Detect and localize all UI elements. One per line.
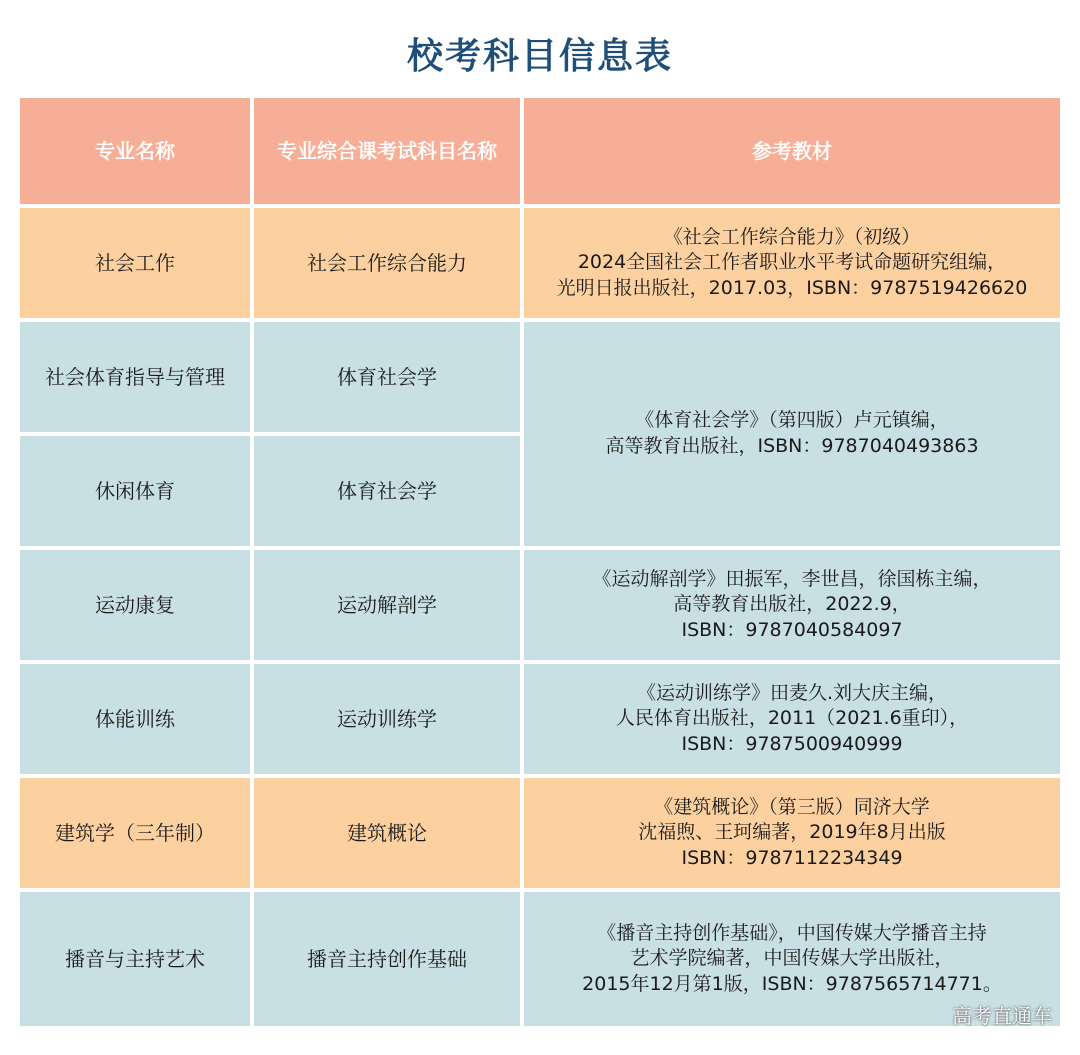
- row-social-work-reference: [524, 208, 1060, 318]
- row-social-sports-major: 社会体育指导与管理: [20, 322, 250, 432]
- reference-line: 《运动解剖学》田振军，李世昌，徐国栋主编，: [592, 567, 992, 590]
- watermark: 高考直通车: [952, 1004, 1052, 1028]
- reference-line: 《运动训练学》田麦久.刘大庆主编，: [636, 681, 948, 704]
- row-fitness-training-reference: [524, 664, 1060, 774]
- row-broadcasting-major: 播音与主持艺术: [20, 892, 250, 1026]
- header-major-name: 专业名称: [20, 98, 250, 204]
- header-exam-subject: 专业综合课考试科目名称: [254, 98, 520, 204]
- row-fitness-training-subject: 运动训练学: [254, 664, 520, 774]
- reference-line: 2024全国社会工作者职业水平考试命题研究组编，: [577, 251, 1007, 274]
- reference-line: 艺术学院编著，中国传媒大学出版社，: [630, 947, 954, 970]
- row-social-sports-subject: 体育社会学: [254, 322, 520, 432]
- exam-subject-table: [20, 98, 1060, 1030]
- reference-line: ISBN：9787040584097: [681, 618, 903, 641]
- row-architecture-subject: 建筑概论: [254, 778, 520, 888]
- row-leisure-sports-major: 休闲体育: [20, 436, 250, 546]
- row-architecture-major: 建筑学（三年制）: [20, 778, 250, 888]
- reference-line: 光明日报出版社，2017.03，ISBN：9787519426620: [556, 276, 1028, 299]
- reference-line: 《社会工作综合能力》（初级）: [663, 225, 921, 248]
- reference-line: 2015年12月第1版，ISBN：9787565714771。: [582, 972, 1002, 995]
- reference-line: 《体育社会学》（第四版）卢元镇编，: [635, 409, 949, 432]
- row-fitness-training-major: 体能训练: [20, 664, 250, 774]
- reference-line: 《建筑概论》（第三版）同济大学: [654, 795, 930, 818]
- reference-line: ISBN：9787112234349: [681, 846, 903, 869]
- row-social-work-subject: 社会工作综合能力: [254, 208, 520, 318]
- reference-line: 《播音主持创作基础》，中国传媒大学播音主持: [597, 921, 987, 944]
- row-broadcasting-subject: 播音主持创作基础: [254, 892, 520, 1026]
- row-sports-rehab-reference: [524, 550, 1060, 660]
- reference-line: 高等教育出版社，ISBN：9787040493863: [605, 435, 979, 457]
- shared-sports-sociology-reference: [524, 322, 1060, 546]
- row-social-work-major: 社会工作: [20, 208, 250, 318]
- page-title: 校考科目信息表: [406, 36, 673, 77]
- row-architecture-reference: [524, 778, 1060, 888]
- reference-line: 沈福煦、王珂编著，2019年8月出版: [638, 821, 946, 844]
- reference-line: 高等教育出版社，2022.9，: [673, 593, 911, 616]
- header-reference-book: 参考教材: [524, 98, 1060, 204]
- reference-line: 人民体育出版社，2011（2021.6重印），: [615, 707, 969, 730]
- reference-line: ISBN：9787500940999: [681, 732, 903, 755]
- row-leisure-sports-subject: 体育社会学: [254, 436, 520, 546]
- row-sports-rehab-major: 运动康复: [20, 550, 250, 660]
- row-sports-rehab-subject: 运动解剖学: [254, 550, 520, 660]
